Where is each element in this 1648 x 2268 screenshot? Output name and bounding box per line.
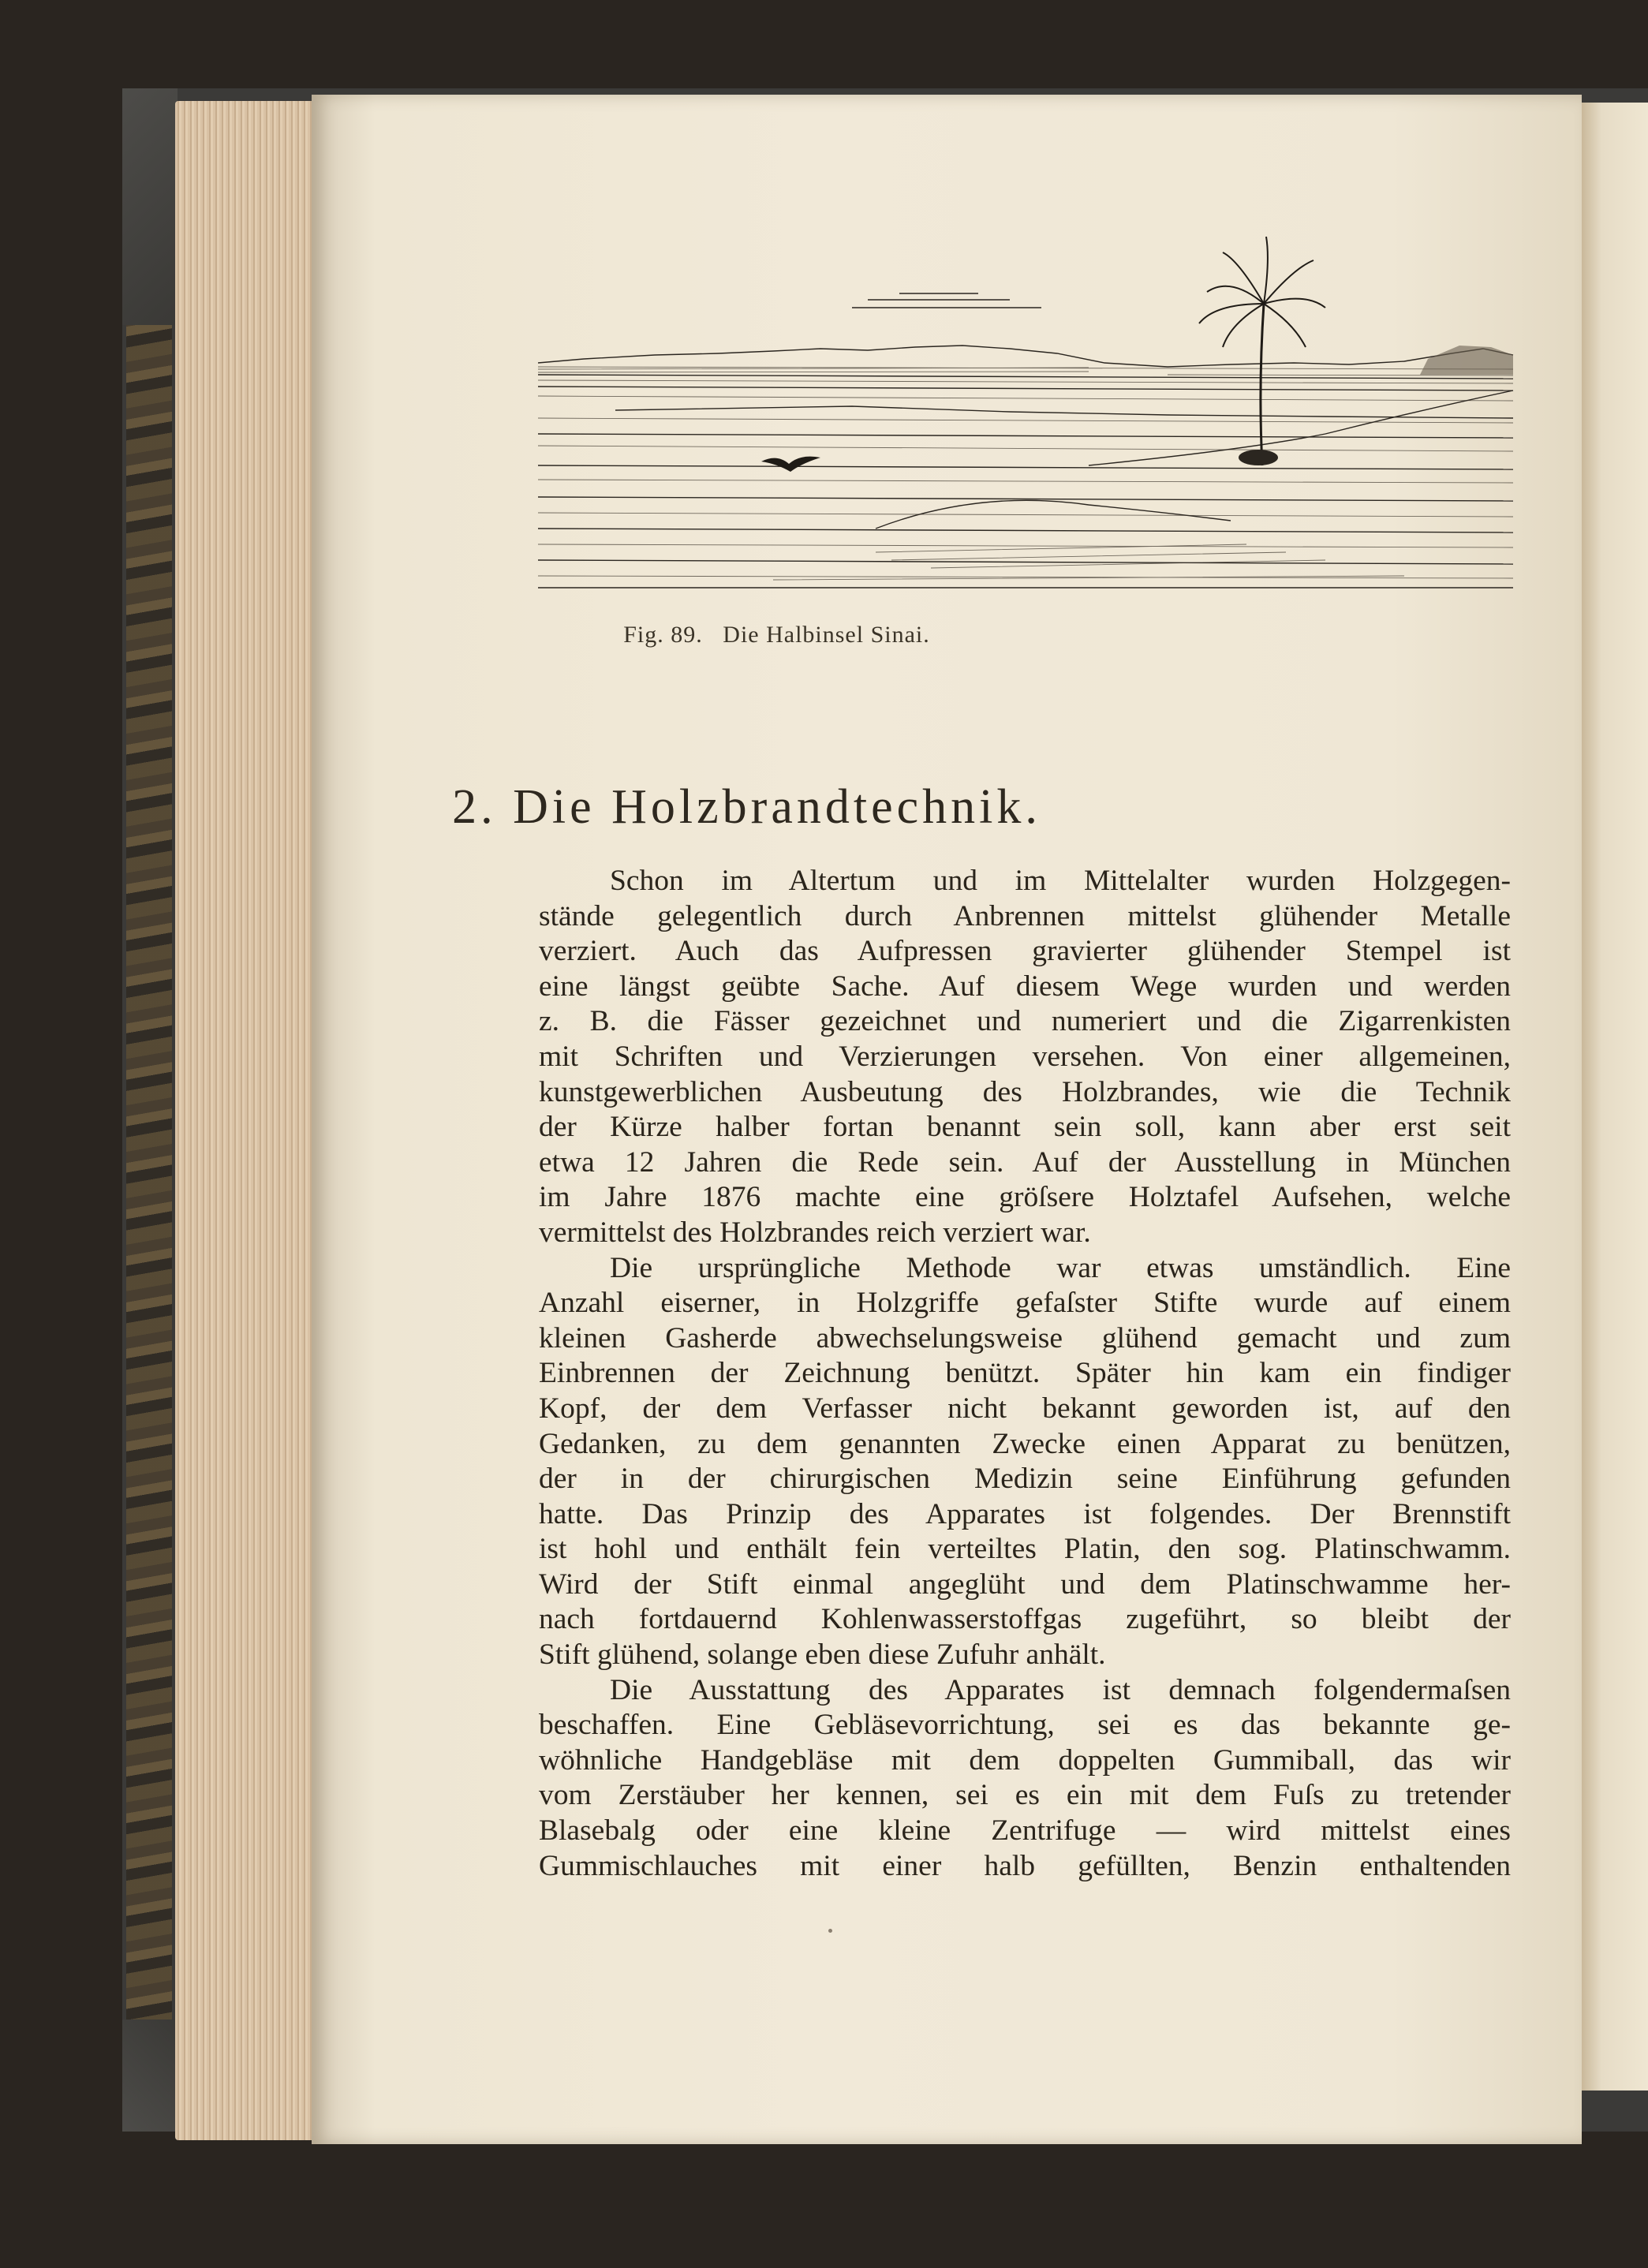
figure-label: Fig. 89. <box>623 622 703 648</box>
text-line: vermittelst des Holzbrandes reich verziert war. <box>539 1216 1091 1249</box>
text-line: Einbrennen der Zeichnung benützt. Später hin kam ein findiger <box>539 1357 1511 1390</box>
text-line: der in der chirurgischen Medizin seine Einführung gefunden <box>539 1463 1511 1496</box>
text-line: Anzahl eiserner, in Holzgriffe gefaſster Stifte wurde auf einem <box>539 1287 1511 1320</box>
text-line: im Jahre 1876 machte eine gröſsere Holztafel Aufsehen, welche <box>539 1181 1511 1214</box>
text-line: etwa 12 Jahren die Rede sein. Auf der Ausstellung in München <box>539 1145 1511 1179</box>
text-line: verziert. Auch das Aufpressen gravierter glühender Stempel ist <box>539 935 1511 968</box>
text-line: hatte. Das Prinzip des Apparates ist folgendes. Der Brennstift <box>539 1497 1511 1530</box>
section-heading <box>0 779 1648 835</box>
text-line: eine längst geübte Sache. Auf diesem Wege wurden und werden <box>539 970 1511 1003</box>
text-line: Schon im Altertum und im Mittelalter wurden Holzgegen- <box>610 865 1511 897</box>
text-line: vom Zerstäuber her kennen, sei es ein mit dem Fuſs zu tretender <box>539 1779 1511 1812</box>
figure-title: Die Halbinsel Sinai. <box>723 622 930 648</box>
cover-corner-top <box>122 88 178 325</box>
text-line: Gummischlauches mit einer halb gefüllten, Benzin enthaltenden <box>539 1849 1511 1882</box>
page-edges <box>175 101 333 2140</box>
text-line: ist hohl und enthält fein verteiltes Platin, den sog. Platinschwamm. <box>539 1533 1511 1566</box>
text-line: z. B. die Fässer gezeichnet und numeriert und die Zigarrenkisten <box>539 1005 1511 1038</box>
text-line: Kopf, der dem Verfasser nicht bekannt geworden ist, auf den <box>539 1392 1511 1425</box>
text-line: kunstgewerblichen Ausbeutung des Holzbrandes, wie die Technik <box>539 1075 1511 1108</box>
section-heading-text: 2. Die Holzbrandtechnik. <box>452 780 1041 834</box>
text-line: Die Ausstattung des Apparates ist demnach folgendermaſsen <box>610 1673 1511 1706</box>
text-line: Die ursprüngliche Methode war etwas umständlich. Eine <box>610 1251 1511 1284</box>
text-line: der Kürze halber fortan benannt sein soll, kann aber erst seit <box>539 1111 1511 1144</box>
sinai-landscape-illustration <box>536 229 1515 592</box>
marbled-cover-edge <box>126 316 172 2051</box>
text-line: Gedanken, zu dem genannten Zwecke einen Apparat zu benützen, <box>539 1427 1511 1460</box>
text-line: nach fortdauernd Kohlenwasserstoffgas zugeführt, so bleibt der <box>539 1603 1511 1636</box>
text-line: Blasebalg oder eine kleine Zentrifuge — wird mittelst eines <box>539 1814 1511 1848</box>
text-line: stände gelegentlich durch Anbrennen mittelst glühender Metalle <box>539 899 1511 932</box>
body-text <box>539 864 1511 1884</box>
text-line: Stift glühend, solange eben diese Zufuhr anhält. <box>539 1638 1106 1672</box>
facing-page-edge <box>1582 103 1648 2091</box>
text-line: beschaffen. Eine Gebläsevorrichtung, sei es das bekannte ge- <box>539 1709 1511 1742</box>
figure-caption <box>0 622 1648 648</box>
text-line: Wird der Stift einmal angeglüht und dem Platinschwamme her- <box>539 1567 1511 1601</box>
text-line: mit Schriften und Verzierungen versehen. Von einer allgemeinen, <box>539 1040 1511 1073</box>
text-line: kleinen Gasherde abwechselungsweise glühend gemacht und zum <box>539 1321 1511 1354</box>
page-speck <box>828 1929 832 1933</box>
text-line: wöhnliche Handgebläse mit dem doppelten Gummiball, das wir <box>539 1743 1511 1777</box>
cover-corner-bottom <box>122 2020 178 2132</box>
